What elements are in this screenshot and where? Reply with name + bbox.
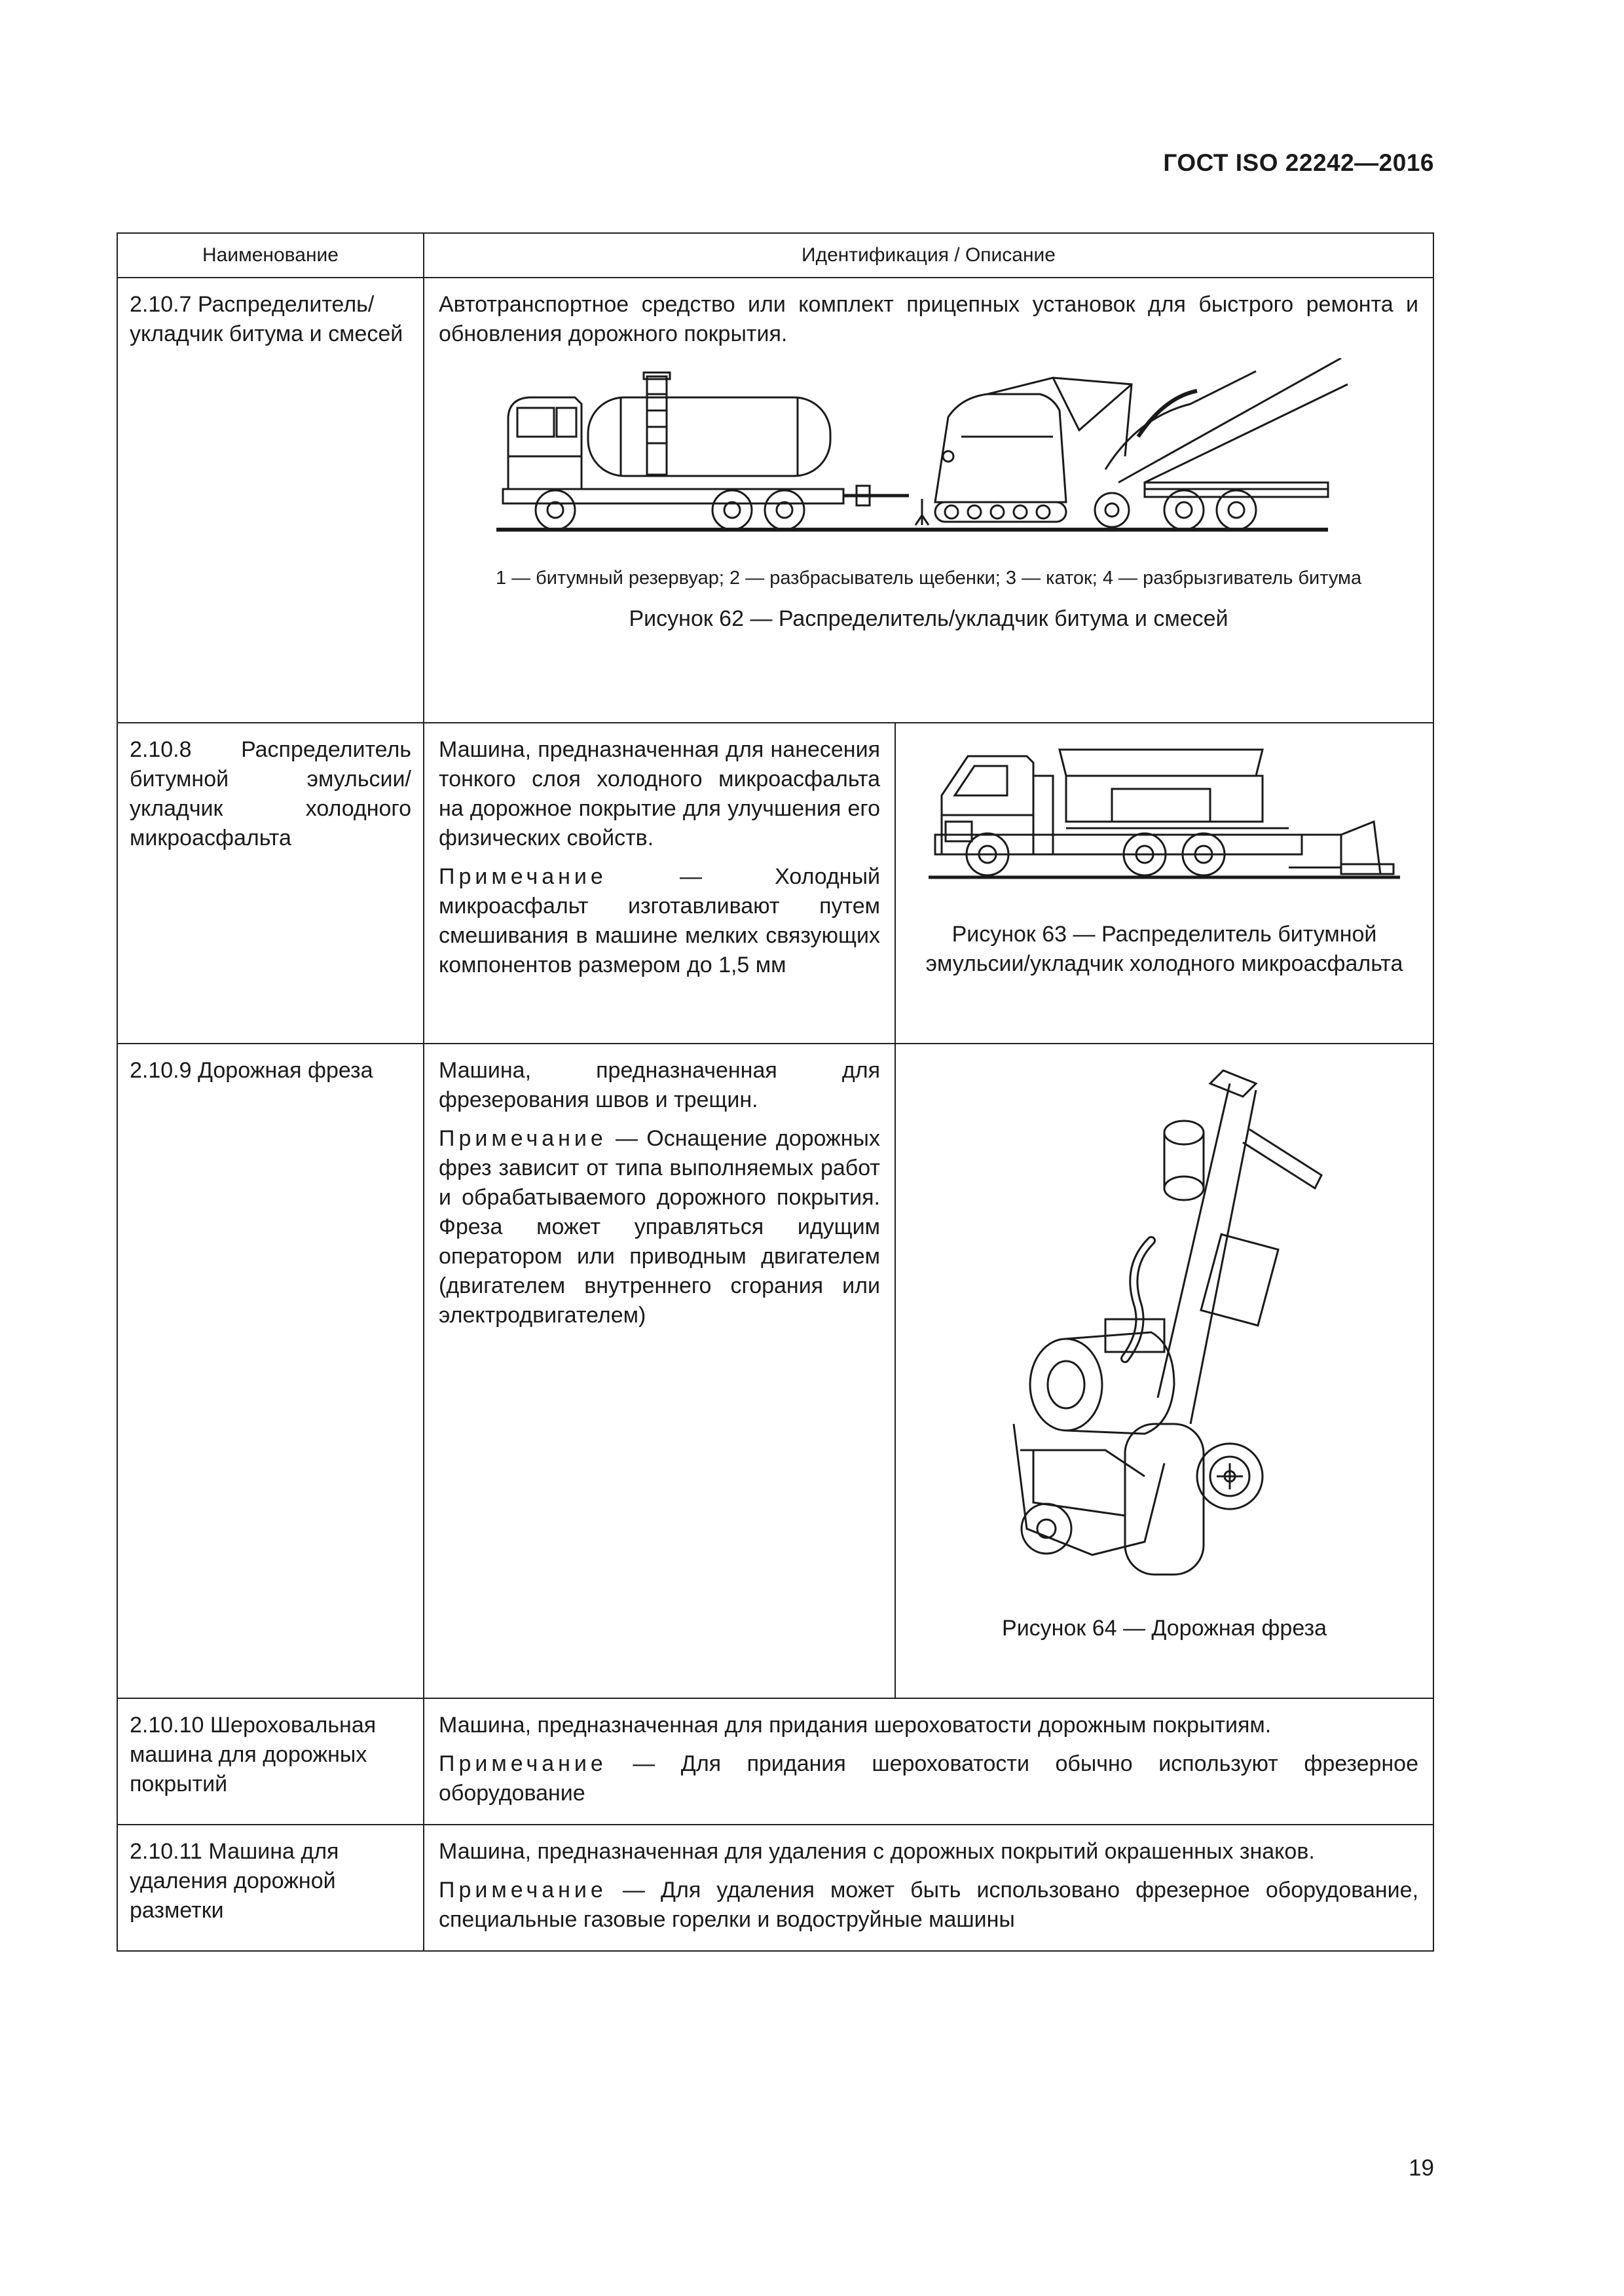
figure-63-caption: Рисунок 63 — Распределитель битумной эмульсии/укладчик холодного микроасфальта [925, 922, 1403, 976]
figure-62-caption: Рисунок 62 — Распределитель/укладчик битума и смесей [629, 606, 1228, 631]
note-label: Примечание [439, 1751, 607, 1776]
term-note [439, 862, 880, 980]
term-name: 2.10.10 Шероховальная машина для дорожных покрытий [117, 1698, 424, 1825]
table-row [117, 278, 1433, 723]
term-description: Машина, предназначенная для удаления с дорожных покрытий окрашенных знаков. [439, 1839, 1315, 1864]
term-note [439, 1749, 1418, 1808]
term-name: 2.10.11 Машина для удаления дорожной разметки [117, 1825, 424, 1951]
term-description-cell [424, 278, 1433, 723]
term-name: 2.10.9 Дорожная фреза [117, 1044, 424, 1698]
term-description: Машина, предназначенная для фрезерования швов и трещин. [439, 1058, 880, 1112]
term-description: Автотранспортное средство или комплект прицепных установок для быстрого ремонта и обновления дорожного покрытия. [439, 292, 1419, 346]
note-text: — Для удаления может быть использовано фрезерное оборудование, специальные газовые горелки и водоструйные машины [439, 1878, 1419, 1932]
note-label: Примечание [439, 1126, 607, 1151]
bitumen-distributor-illustration [490, 358, 1367, 555]
figure-62-legend: 1 — битумный резервуар; 2 — разбрасыватель щебенки; 3 — каток; 4 — разбрызгиватель битума [495, 568, 1362, 589]
road-milling-machine-illustration [994, 1057, 1335, 1594]
microasphalt-paver-illustration [922, 737, 1407, 887]
term-note [439, 1876, 1418, 1935]
figure-64 [895, 1044, 1433, 1698]
figure-63 [895, 723, 1433, 1044]
term-description-cell [424, 723, 895, 1044]
term-description-cell [424, 1044, 895, 1698]
term-description: Машина, предназначенная для придания шероховатости дорожным покрытиям. [439, 1713, 1272, 1738]
note-label: Примечание [439, 1878, 607, 1903]
column-header-description: Идентификация / Описание [424, 233, 1433, 278]
figure-64-caption: Рисунок 64 — Дорожная фреза [1002, 1616, 1327, 1641]
note-label: Примечание [439, 864, 607, 889]
note-text: — Холодный микроасфальт изготавливают путем смешивания в машине мелких связующих компонентов размером до 1,5 мм [439, 864, 880, 977]
table-row [117, 723, 1433, 1044]
note-text: — Для придания шероховатости обычно используют фрезерное оборудование [439, 1751, 1419, 1806]
column-header-name: Наименование [117, 233, 424, 278]
table-row [117, 1698, 1433, 1825]
table-row [117, 1825, 1433, 1951]
note-text: — Оснащение дорожных фрез зависит от типа выполняемых работ и обрабатываемого дорожного покрытия. Фреза может управляться идущим оператором или приводным двигателем (двигателем внутреннего сгорания или электродвигателем) [439, 1126, 880, 1328]
term-description: Машина, предназначенная для нанесения тонкого слоя холодного микроасфальта на дорожное покрытие для улучшения его физических свойств. [439, 737, 880, 850]
term-description-cell [424, 1825, 1433, 1951]
terms-table [117, 232, 1434, 1952]
figure-62 [439, 358, 1418, 634]
table-header-row [117, 233, 1433, 278]
table-row [117, 1044, 1433, 1698]
term-description-cell [424, 1698, 1433, 1825]
term-name: 2.10.8 Распределитель битумной эмульсии/ укладчик холодного микроасфальта [117, 723, 424, 1044]
term-name: 2.10.7 Распределитель/ укладчик битума и смесей [117, 278, 424, 723]
page-number: 19 [1409, 2155, 1434, 2181]
document-code: ГОСТ ISO 22242—2016 [1163, 149, 1434, 176]
term-note [439, 1124, 880, 1330]
